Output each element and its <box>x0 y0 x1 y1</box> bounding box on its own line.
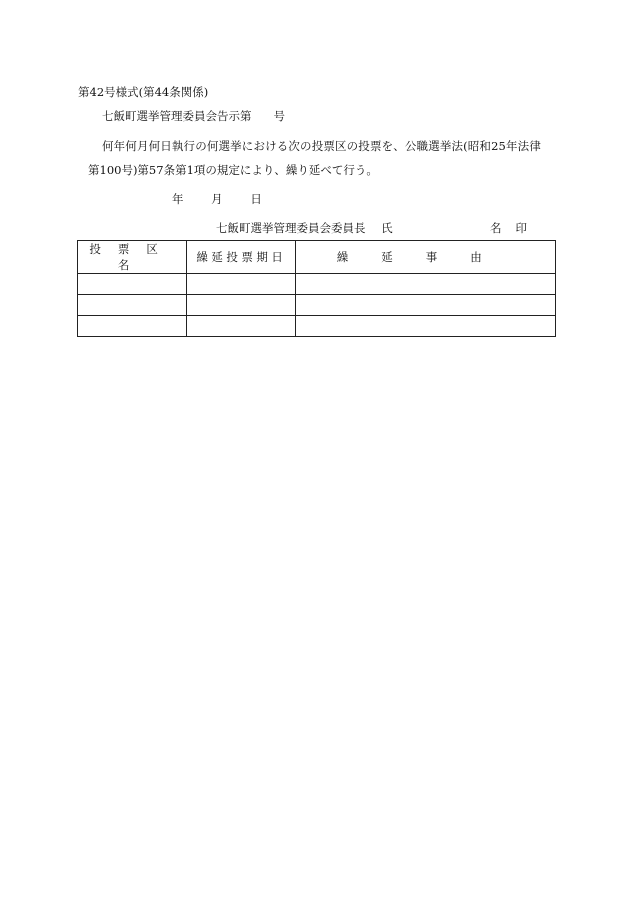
seal-label: 印 <box>515 221 527 235</box>
signatory-title: 七飯町選挙管理委員会委員長 <box>216 221 366 235</box>
signature-line <box>216 220 527 236</box>
date-month-label: 月 <box>211 192 223 206</box>
date-year-label: 年 <box>172 192 184 206</box>
header-postponed-date: 繰延投票期日 <box>187 241 296 274</box>
notice-date <box>172 191 262 207</box>
header-voting-district: 投票区名 <box>78 241 187 274</box>
postponement-table <box>77 240 556 337</box>
given-name-seal-group <box>490 220 527 236</box>
header-postponement-reason: 繰延事由 <box>296 241 556 274</box>
table-cell <box>187 295 296 316</box>
table-header-row <box>78 241 556 274</box>
notice-body-line-2: 第100号)第57条第1項の規定により、繰り延べて行う。 <box>88 163 378 177</box>
date-day-label: 日 <box>250 192 262 206</box>
table-cell <box>296 295 556 316</box>
table-cell <box>187 316 296 337</box>
notice-body-line-1: 何年何月何日執行の何選挙における次の投票区の投票を、公職選挙法(昭和25年法律 <box>102 139 541 153</box>
table-row <box>78 316 556 337</box>
table-cell <box>296 274 556 295</box>
notice-title-prefix: 七飯町選挙管理委員会告示第 <box>102 109 252 123</box>
table-cell <box>78 316 187 337</box>
form-number: 第42号様式(第44条関係) <box>78 85 209 99</box>
table-cell <box>78 274 187 295</box>
table-cell <box>187 274 296 295</box>
table-cell <box>296 316 556 337</box>
table-cell <box>78 295 187 316</box>
given-name-label: 名 <box>490 221 502 235</box>
table-row <box>78 274 556 295</box>
surname-label: 氏 <box>381 221 393 235</box>
notice-title-suffix: 号 <box>273 109 285 123</box>
table-row <box>78 295 556 316</box>
notice-title <box>102 108 285 124</box>
